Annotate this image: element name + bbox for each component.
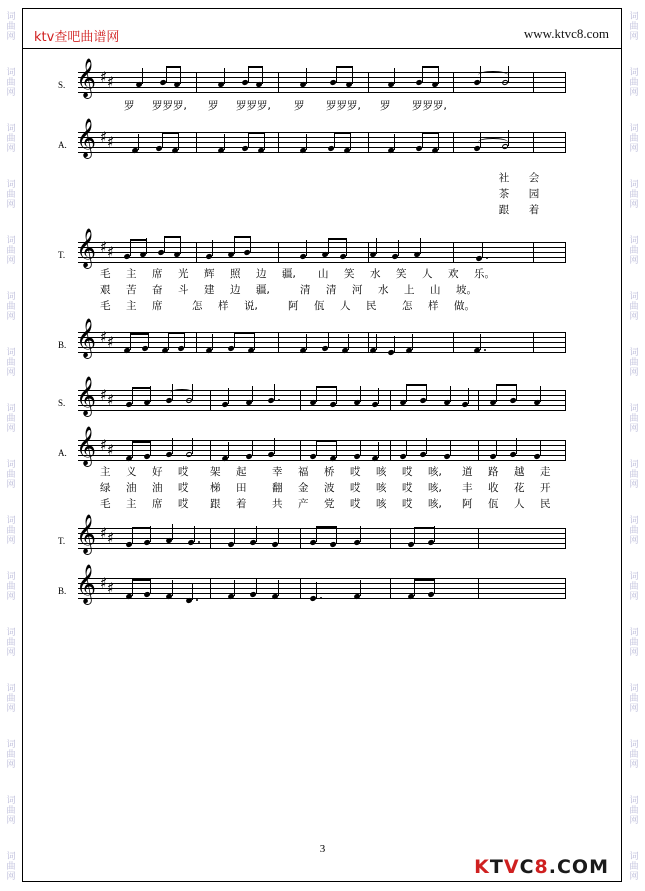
lyric-s1-alto-col1-2: 茶 <box>498 188 510 200</box>
key-signature-sharp: ♯ <box>100 436 108 454</box>
lyric-s1-tenor-v1-10: 笑 <box>344 268 355 280</box>
lyric-s1-alto-col2-1: 会 <box>528 172 540 184</box>
part-label-tenor: T. <box>58 250 66 260</box>
treble-clef-icon: 𝄞 <box>76 58 97 98</box>
lyric-s2-alto-v2-9: 波 <box>324 482 335 494</box>
lyric-s1-sop-5: 罗 <box>294 100 305 112</box>
lyric-s1-tenor-v3-3: 席 <box>152 300 163 312</box>
lyric-s1-tenor-v1-8: 疆, <box>282 268 296 280</box>
watermark-text: 词 曲 网 <box>6 740 16 770</box>
logo-t: T <box>489 856 504 878</box>
logo-v: V <box>503 856 520 878</box>
treble-clef-icon: 𝄞 <box>76 564 97 604</box>
watermark-text: 词 曲 网 <box>6 236 16 266</box>
staff-s1-bass <box>76 318 566 358</box>
lyric-s1-tenor-v1-4: 光 <box>178 268 189 280</box>
lyric-s2-alto-v3-1: 毛 <box>100 498 111 510</box>
key-signature-sharp: ♯ <box>107 243 115 261</box>
key-signature-sharp: ♯ <box>107 579 115 597</box>
staff-s1-soprano <box>76 58 566 98</box>
lyric-s1-alto-col1-3: 跟 <box>498 204 510 216</box>
lyric-s2-alto-v1-10: 哎 <box>350 466 361 478</box>
lyric-s1-tenor-v1-6: 照 <box>230 268 241 280</box>
lyric-s1-tenor-v3-6: 说, <box>244 300 258 312</box>
page-number: 3 <box>319 843 326 855</box>
part-label-tenor-2: T. <box>58 536 66 546</box>
lyric-s1-sop-3: 罗 <box>208 100 219 112</box>
key-signature-sharp: ♯ <box>100 524 108 542</box>
lyric-s2-alto-v1-13: 咳, <box>428 466 442 478</box>
lyric-s2-alto-v2-6: 田 <box>236 482 247 494</box>
key-signature-sharp: ♯ <box>100 328 108 346</box>
watermark-text: 词 曲 网 <box>629 292 639 322</box>
treble-clef-icon: 𝄞 <box>76 118 97 158</box>
lyric-s1-sop-8: 罗罗罗, <box>412 100 447 112</box>
key-signature-sharp: ♯ <box>107 133 115 151</box>
lyric-s2-alto-v2-15: 收 <box>488 482 499 494</box>
key-signature-sharp: ♯ <box>107 73 115 91</box>
lyric-s2-alto-v3-13: 咳, <box>428 498 442 510</box>
lyric-s1-tenor-v3-2: 主 <box>126 300 137 312</box>
lyric-s1-tenor-v2-6: 边 <box>230 284 241 296</box>
key-signature-sharp: ♯ <box>100 238 108 256</box>
watermark-text: 词 曲 网 <box>6 180 16 210</box>
watermark-text: 词 曲 网 <box>629 68 639 98</box>
lyric-s1-tenor-v3-13: 做。 <box>454 300 475 312</box>
lyric-s2-alto-v2-2: 油 <box>126 482 137 494</box>
lyric-s1-tenor-v2-2: 苦 <box>126 284 137 296</box>
watermark-text: 词 曲 网 <box>6 852 16 882</box>
lyric-s1-sop-7: 罗 <box>380 100 391 112</box>
watermark-text: 词 曲 网 <box>629 852 639 882</box>
key-signature-sharp: ♯ <box>107 441 115 459</box>
part-label-bass-2: B. <box>58 586 67 596</box>
lyric-s2-alto-v2-13: 咳, <box>428 482 442 494</box>
lyric-s2-alto-v3-5: 跟 <box>210 498 221 510</box>
watermark-text: 词 曲 网 <box>629 572 639 602</box>
staff-s1-tenor <box>76 228 566 268</box>
lyric-s2-alto-v3-4: 哎 <box>178 498 189 510</box>
lyric-s1-alto-col1-1: 社 <box>498 172 510 184</box>
lyric-s2-alto-v1-7: 幸 <box>272 466 283 478</box>
treble-clef-icon: 𝄞 <box>76 318 97 358</box>
lyric-s2-alto-v2-12: 哎 <box>402 482 413 494</box>
watermark-right <box>623 0 645 891</box>
logo-c: C <box>519 856 535 878</box>
lyric-s1-tenor-v3-4: 怎 <box>192 300 203 312</box>
part-label-bass: B. <box>58 340 67 350</box>
lyric-s1-tenor-v3-10: 民 <box>366 300 377 312</box>
lyric-s1-tenor-v2-10: 河 <box>352 284 363 296</box>
watermark-text: 词 曲 网 <box>6 404 16 434</box>
watermark-left <box>0 0 22 891</box>
lyric-s2-alto-v1-14: 道 <box>462 466 473 478</box>
watermark-text: 词 曲 网 <box>629 12 639 42</box>
lyric-s1-tenor-v2-11: 水 <box>378 284 389 296</box>
key-signature-sharp: ♯ <box>107 333 115 351</box>
logo-com: .COM <box>548 856 609 878</box>
logo-8: 8 <box>534 856 549 878</box>
staff-s2-alto <box>76 426 566 466</box>
site-url[interactable]: www.ktvc8.com <box>523 26 609 41</box>
lyric-s1-tenor-v2-3: 奋 <box>152 284 163 296</box>
lyric-s2-alto-v2-11: 咳 <box>376 482 387 494</box>
watermark-text: 词 曲 网 <box>6 684 16 714</box>
lyric-s2-alto-v1-2: 义 <box>126 466 137 478</box>
lyric-s1-tenor-v1-9: 山 <box>318 268 329 280</box>
treble-clef-icon: 𝄞 <box>76 514 97 554</box>
lyric-s2-alto-v1-11: 咳 <box>376 466 387 478</box>
lyric-s1-tenor-v2-8: 清 <box>300 284 311 296</box>
lyric-s1-alto-col2-3: 着 <box>528 204 540 216</box>
watermark-text: 词 曲 网 <box>6 572 16 602</box>
lyric-s1-tenor-v3-5: 样 <box>218 300 229 312</box>
key-signature-sharp: ♯ <box>100 574 108 592</box>
watermark-text: 词 曲 网 <box>629 348 639 378</box>
lyric-s2-alto-v2-5: 梯 <box>210 482 221 494</box>
watermark-text: 词 曲 网 <box>6 12 16 42</box>
lyric-s2-alto-v3-3: 席 <box>152 498 163 510</box>
part-label-alto-2: A. <box>58 448 67 458</box>
watermark-text: 词 曲 网 <box>629 516 639 546</box>
lyric-s2-alto-v1-17: 走 <box>540 466 551 478</box>
lyric-s2-alto-v1-5: 架 <box>210 466 221 478</box>
lyric-s2-alto-v2-16: 花 <box>514 482 525 494</box>
staff-s2-bass <box>76 564 566 604</box>
lyric-s1-tenor-v2-9: 清 <box>326 284 337 296</box>
staff-s1-alto <box>76 118 566 158</box>
part-label-soprano: S. <box>58 80 66 90</box>
lyric-s2-alto-v2-1: 绿 <box>100 482 111 494</box>
lyric-s1-alto-col2-2: 园 <box>528 188 540 200</box>
lyric-s1-tenor-v1-2: 主 <box>126 268 137 280</box>
lyric-s1-tenor-v3-7: 阿 <box>288 300 299 312</box>
lyric-s2-alto-v1-12: 哎 <box>402 466 413 478</box>
lyric-s2-alto-v1-6: 起 <box>236 466 247 478</box>
lyric-s1-tenor-v1-15: 乐。 <box>474 268 495 280</box>
lyric-s2-alto-v2-4: 哎 <box>178 482 189 494</box>
lyric-s2-alto-v2-8: 金 <box>298 482 309 494</box>
lyric-s1-tenor-v3-12: 样 <box>428 300 439 312</box>
lyric-s2-alto-v3-10: 哎 <box>350 498 361 510</box>
watermark-text: 词 曲 网 <box>6 460 16 490</box>
treble-clef-icon: 𝄞 <box>76 376 97 416</box>
lyric-s2-alto-v3-15: 佤 <box>488 498 499 510</box>
lyric-s2-alto-v3-12: 哎 <box>402 498 413 510</box>
lyric-s2-alto-v1-9: 桥 <box>324 466 335 478</box>
lyric-s1-tenor-v2-5: 建 <box>204 284 215 296</box>
lyric-s1-tenor-v2-14: 坡。 <box>456 284 477 296</box>
watermark-text: 词 曲 网 <box>629 628 639 658</box>
lyric-s1-sop-4: 罗罗罗, <box>236 100 271 112</box>
site-logo[interactable] <box>474 856 609 878</box>
watermark-text: 词 曲 网 <box>629 796 639 826</box>
staff-s2-soprano <box>76 376 566 416</box>
lyric-s1-tenor-v1-14: 欢 <box>448 268 459 280</box>
lyric-s1-tenor-v1-7: 边 <box>256 268 267 280</box>
lyric-s2-alto-v3-17: 民 <box>540 498 551 510</box>
lyric-s1-tenor-v3-1: 毛 <box>100 300 111 312</box>
lyric-s2-alto-v3-7: 共 <box>272 498 283 510</box>
lyric-s2-alto-v3-9: 党 <box>324 498 335 510</box>
lyric-s2-alto-v2-3: 油 <box>152 482 163 494</box>
lyric-s1-tenor-v1-3: 席 <box>152 268 163 280</box>
lyric-s1-tenor-v2-12: 上 <box>404 284 415 296</box>
lyric-s2-alto-v2-10: 哎 <box>350 482 361 494</box>
lyric-s1-tenor-v2-1: 艰 <box>100 284 111 296</box>
watermark-text: 词 曲 网 <box>6 124 16 154</box>
lyric-s1-tenor-v2-4: 斗 <box>178 284 189 296</box>
treble-clef-icon: 𝄞 <box>76 426 97 466</box>
lyric-s2-alto-v3-11: 咳 <box>376 498 387 510</box>
lyric-s2-alto-v1-8: 福 <box>298 466 309 478</box>
lyric-s1-tenor-v2-7: 疆, <box>256 284 270 296</box>
watermark-text: 词 曲 网 <box>6 348 16 378</box>
lyric-s1-tenor-v1-1: 毛 <box>100 268 111 280</box>
lyric-s2-alto-v1-16: 越 <box>514 466 525 478</box>
site-name[interactable]: ktv查吧曲谱网 <box>34 30 120 45</box>
lyric-s2-alto-v1-4: 哎 <box>178 466 189 478</box>
lyric-s2-alto-v1-15: 路 <box>488 466 499 478</box>
key-signature-sharp: ♯ <box>100 68 108 86</box>
watermark-text: 词 曲 网 <box>6 628 16 658</box>
part-label-alto: A. <box>58 140 67 150</box>
lyric-s1-tenor-v1-12: 笑 <box>396 268 407 280</box>
key-signature-sharp: ♯ <box>100 128 108 146</box>
lyric-s1-tenor-v3-11: 怎 <box>402 300 413 312</box>
lyric-s1-tenor-v3-9: 人 <box>340 300 351 312</box>
key-signature-sharp: ♯ <box>107 391 115 409</box>
watermark-text: 词 曲 网 <box>6 292 16 322</box>
watermark-text: 词 曲 网 <box>629 460 639 490</box>
lyric-s1-tenor-v1-11: 水 <box>370 268 381 280</box>
lyric-s2-alto-v2-7: 翻 <box>272 482 283 494</box>
watermark-text: 词 曲 网 <box>629 180 639 210</box>
lyric-s2-alto-v3-6: 着 <box>236 498 247 510</box>
part-label-soprano-2: S. <box>58 398 66 408</box>
lyric-s2-alto-v1-3: 好 <box>152 466 163 478</box>
watermark-text: 词 曲 网 <box>629 124 639 154</box>
lyric-s1-tenor-v1-5: 辉 <box>204 268 215 280</box>
key-signature-sharp: ♯ <box>100 386 108 404</box>
treble-clef-icon: 𝄞 <box>76 228 97 268</box>
lyric-s2-alto-v2-17: 开 <box>540 482 551 494</box>
lyric-s1-tenor-v2-13: 山 <box>430 284 441 296</box>
watermark-text: 词 曲 网 <box>6 796 16 826</box>
lyric-s2-alto-v3-16: 人 <box>514 498 525 510</box>
lyric-s1-tenor-v1-13: 人 <box>422 268 433 280</box>
lyric-s1-sop-1: 罗 <box>124 100 135 112</box>
lyric-s2-alto-v3-14: 阿 <box>462 498 473 510</box>
lyric-s2-alto-v3-8: 产 <box>298 498 309 510</box>
watermark-text: 词 曲 网 <box>6 516 16 546</box>
watermark-text: 词 曲 网 <box>629 684 639 714</box>
lyric-s2-alto-v3-2: 主 <box>126 498 137 510</box>
lyric-s2-alto-v2-14: 丰 <box>462 482 473 494</box>
header-divider <box>23 48 621 49</box>
lyric-s1-tenor-v3-8: 佤 <box>314 300 325 312</box>
logo-k: K <box>474 856 490 878</box>
lyric-s1-sop-2: 罗罗罗, <box>152 100 187 112</box>
key-signature-sharp: ♯ <box>107 529 115 547</box>
staff-s2-tenor <box>76 514 566 554</box>
watermark-text: 词 曲 网 <box>629 236 639 266</box>
watermark-text: 词 曲 网 <box>6 68 16 98</box>
lyric-s1-sop-6: 罗罗罗, <box>326 100 361 112</box>
watermark-text: 词 曲 网 <box>629 740 639 770</box>
watermark-text: 词 曲 网 <box>629 404 639 434</box>
lyric-s2-alto-v1-1: 主 <box>100 466 111 478</box>
